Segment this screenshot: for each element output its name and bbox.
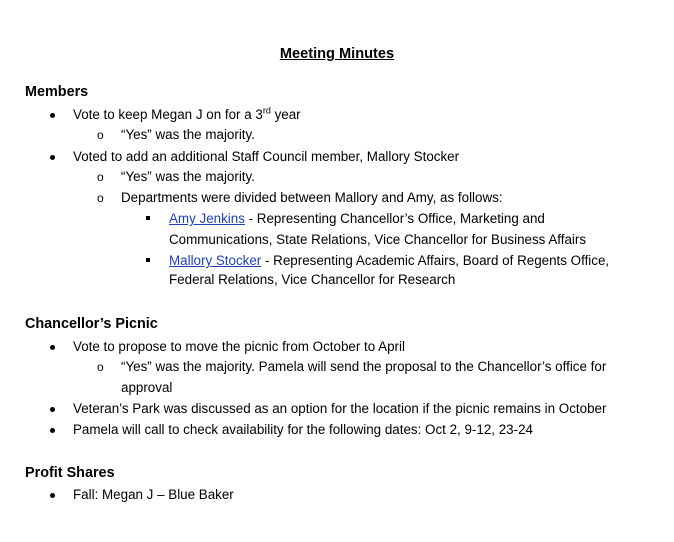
mallory-stocker-link[interactable]: Mallory Stocker <box>169 253 262 268</box>
sub-item-yes-majority-3-cont: approval <box>121 380 173 395</box>
section-heading-picnic: Chancellor’s Picnic <box>25 316 158 332</box>
sub-item-yes-majority-1: “Yes” was the majority. <box>121 127 255 142</box>
sub-sub-item-amy: Amy Jenkins - Representing Chancellor’s Office, Marketing and <box>169 211 545 226</box>
circle-bullet: o <box>97 128 104 142</box>
bullet-dot <box>50 428 55 433</box>
square-bullet <box>146 216 150 220</box>
circle-bullet: o <box>97 191 104 205</box>
page-title: Meeting Minutes <box>279 46 395 62</box>
bullet-dot <box>50 493 55 498</box>
sub-sub-item-mallory: Mallory Stocker - Representing Academic Affairs, Board of Regents Office, <box>169 253 610 268</box>
list-item-add-member: Voted to add an additional Staff Council member, Mallory Stocker <box>73 149 460 164</box>
bullet-dot <box>50 113 55 118</box>
list-item-keep-megan: Vote to keep Megan J on for a 3rd year <box>73 105 301 122</box>
circle-bullet: o <box>97 170 104 184</box>
square-bullet <box>146 258 150 262</box>
sub-item-yes-majority-2: “Yes” was the majority. <box>121 169 255 184</box>
bullet-dot <box>50 345 55 350</box>
bullet-dot <box>50 155 55 160</box>
circle-bullet: o <box>97 360 104 374</box>
section-heading-members: Members <box>25 84 89 100</box>
section-heading-profit: Profit Shares <box>25 465 115 481</box>
amy-jenkins-link[interactable]: Amy Jenkins <box>169 211 245 226</box>
sub-sub-item-amy-cont: Communications, State Relations, Vice Chancellor for Business Affairs <box>169 232 587 247</box>
list-item-fall: Fall: Megan J – Blue Baker <box>73 487 234 502</box>
list-item-move-picnic: Vote to propose to move the picnic from October to April <box>73 339 405 354</box>
sub-item-departments: Departments were divided between Mallory and Amy, as follows: <box>121 190 503 205</box>
bullet-dot <box>50 407 55 412</box>
list-item-veterans-park: Veteran’s Park was discussed as an option for the location if the picnic remains in October <box>73 401 607 416</box>
list-item-check-availability: Pamela will call to check availability for the following dates: Oct 2, 9-12, 23-24 <box>73 422 533 437</box>
sub-sub-item-mallory-cont: Federal Relations, Vice Chancellor for Research <box>169 272 456 287</box>
sub-item-yes-majority-3: “Yes” was the majority. Pamela will send the proposal to the Chancellor’s office for <box>121 359 607 374</box>
